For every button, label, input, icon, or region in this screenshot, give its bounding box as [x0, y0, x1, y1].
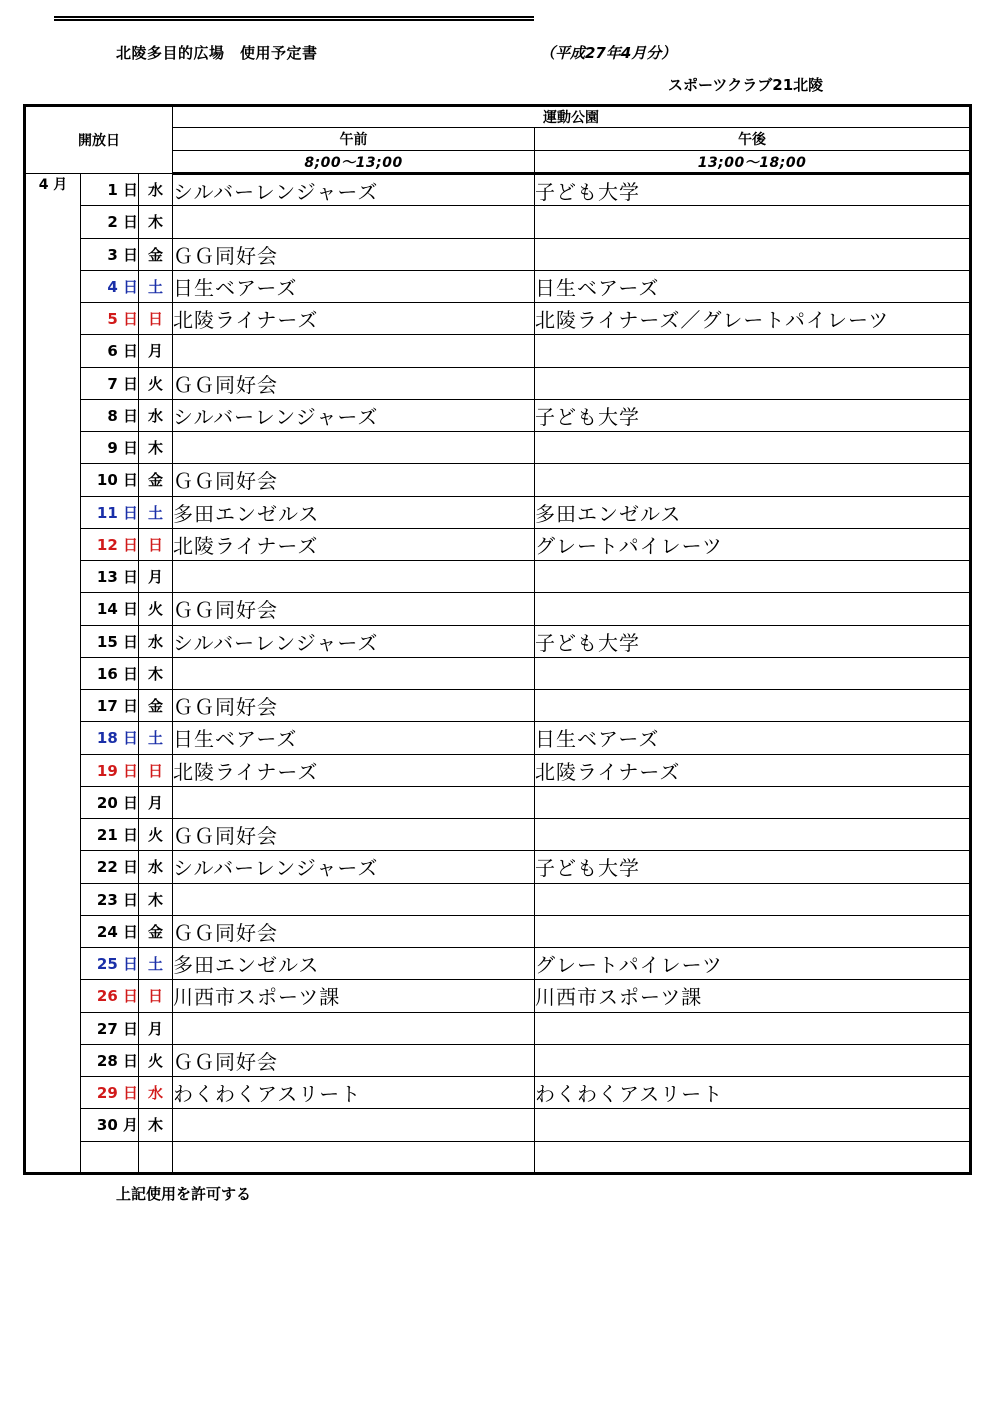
weekday-cell: 土: [139, 722, 173, 754]
table-row: [25, 1077, 971, 1109]
pm-booking-cell: [535, 238, 971, 270]
weekday-cell: [139, 1141, 173, 1173]
table-row: [25, 528, 971, 560]
table-row: [25, 238, 971, 270]
weekday-cell: 月: [139, 1012, 173, 1044]
weekday-cell: 木: [139, 1109, 173, 1141]
am-booking-cell: 日生ベアーズ: [173, 270, 535, 302]
day-cell: 13 日: [81, 561, 139, 593]
weekday-cell: 水: [139, 174, 173, 206]
pm-booking-cell: 北陵ライナーズ: [535, 754, 971, 786]
table-row: [25, 270, 971, 302]
day-cell: 12 日: [81, 528, 139, 560]
am-booking-cell: 日生ベアーズ: [173, 722, 535, 754]
day-cell: 7 日: [81, 367, 139, 399]
weekday-cell: 金: [139, 238, 173, 270]
table-row: [25, 303, 971, 335]
weekday-cell: 木: [139, 657, 173, 689]
table-row: [25, 1044, 971, 1076]
day-cell: 20 日: [81, 786, 139, 818]
am-booking-cell: シルバーレンジャーズ: [173, 851, 535, 883]
am-booking-cell: 北陵ライナーズ: [173, 754, 535, 786]
pm-booking-cell: [535, 786, 971, 818]
table-row: [25, 399, 971, 431]
am-booking-cell: シルバーレンジャーズ: [173, 399, 535, 431]
day-cell: 15 日: [81, 625, 139, 657]
am-booking-cell: 多田エンゼルス: [173, 496, 535, 528]
day-cell: 5 日: [81, 303, 139, 335]
am-booking-cell: [173, 1109, 535, 1141]
pm-booking-cell: 多田エンゼルス: [535, 496, 971, 528]
pm-booking-cell: 川西市スポーツ課: [535, 980, 971, 1012]
am-booking-cell: ＧＧ同好会: [173, 238, 535, 270]
day-cell: 17 日: [81, 690, 139, 722]
pm-booking-cell: [535, 1044, 971, 1076]
day-cell: 29 日: [81, 1077, 139, 1109]
table-row: [25, 786, 971, 818]
document-title: 北陵多目的広場 使用予定書: [116, 44, 318, 62]
weekday-cell: 木: [139, 206, 173, 238]
weekday-cell: 木: [139, 883, 173, 915]
day-cell: 3 日: [81, 238, 139, 270]
day-cell: 1 日: [81, 174, 139, 206]
pm-booking-cell: [535, 432, 971, 464]
weekday-cell: 火: [139, 1044, 173, 1076]
weekday-cell: 火: [139, 819, 173, 851]
day-cell: 25 日: [81, 948, 139, 980]
day-cell: 18 日: [81, 722, 139, 754]
am-booking-cell: 川西市スポーツ課: [173, 980, 535, 1012]
weekday-cell: 日: [139, 754, 173, 786]
approval-note: 上記使用を許可する: [116, 1185, 252, 1203]
month-cell: 4 月: [25, 174, 81, 1174]
weekday-cell: 土: [139, 948, 173, 980]
weekday-cell: 水: [139, 399, 173, 431]
weekday-cell: 火: [139, 593, 173, 625]
weekday-cell: 日: [139, 303, 173, 335]
pm-booking-cell: わくわくアスリート: [535, 1077, 971, 1109]
table-row: [25, 851, 971, 883]
pm-booking-cell: [535, 206, 971, 238]
table-row: [25, 206, 971, 238]
am-booking-cell: [173, 883, 535, 915]
pm-booking-cell: [535, 1141, 971, 1173]
day-cell: 14 日: [81, 593, 139, 625]
day-cell: 21 日: [81, 819, 139, 851]
day-cell: 28 日: [81, 1044, 139, 1076]
header-row-venue: [25, 106, 971, 128]
day-cell: 16 日: [81, 657, 139, 689]
pm-booking-cell: 子ども大学: [535, 399, 971, 431]
weekday-cell: 火: [139, 367, 173, 399]
am-booking-cell: [173, 335, 535, 367]
am-header: 午前: [173, 128, 535, 151]
pm-booking-cell: [535, 561, 971, 593]
am-booking-cell: ＧＧ同好会: [173, 915, 535, 947]
table-row: [25, 754, 971, 786]
am-booking-cell: [173, 206, 535, 238]
table-row: [25, 174, 971, 206]
weekday-cell: 月: [139, 335, 173, 367]
day-cell: 8 日: [81, 399, 139, 431]
period-label: （平成27年4月分）: [540, 44, 677, 62]
day-cell: 24 日: [81, 915, 139, 947]
pm-booking-cell: [535, 915, 971, 947]
am-booking-cell: [173, 432, 535, 464]
table-row: [25, 1109, 971, 1141]
pm-booking-cell: [535, 690, 971, 722]
table-row: [25, 496, 971, 528]
pm-booking-cell: [535, 464, 971, 496]
pm-booking-cell: [535, 819, 971, 851]
day-cell: 10 日: [81, 464, 139, 496]
pm-booking-cell: 日生ベアーズ: [535, 270, 971, 302]
table-row: [25, 819, 971, 851]
am-booking-cell: ＧＧ同好会: [173, 593, 535, 625]
am-booking-cell: ＧＧ同好会: [173, 464, 535, 496]
day-cell: 30 月: [81, 1109, 139, 1141]
pm-booking-cell: 子ども大学: [535, 625, 971, 657]
am-booking-cell: ＧＧ同好会: [173, 367, 535, 399]
table-row: [25, 657, 971, 689]
am-booking-cell: わくわくアスリート: [173, 1077, 535, 1109]
day-cell: 11 日: [81, 496, 139, 528]
am-booking-cell: ＧＧ同好会: [173, 1044, 535, 1076]
table-row: [25, 690, 971, 722]
pm-header: 午後: [535, 128, 971, 151]
pm-booking-cell: [535, 883, 971, 915]
am-booking-cell: シルバーレンジャーズ: [173, 625, 535, 657]
table-row: [25, 625, 971, 657]
day-cell: 22 日: [81, 851, 139, 883]
weekday-cell: 月: [139, 561, 173, 593]
weekday-cell: 金: [139, 690, 173, 722]
organization-name: スポーツクラブ21北陵: [668, 76, 824, 94]
am-booking-cell: ＧＧ同好会: [173, 690, 535, 722]
am-booking-cell: [173, 561, 535, 593]
venue-header: 運動公園: [173, 106, 971, 128]
day-cell: 9 日: [81, 432, 139, 464]
pm-booking-cell: [535, 1012, 971, 1044]
table-row: [25, 432, 971, 464]
top-rule: [54, 16, 534, 21]
table-row: [25, 561, 971, 593]
am-time-header: 8;00～13;00: [173, 151, 535, 174]
am-booking-cell: [173, 1012, 535, 1044]
day-cell: 6 日: [81, 335, 139, 367]
table-row: [25, 883, 971, 915]
am-booking-cell: [173, 657, 535, 689]
day-cell: 27 日: [81, 1012, 139, 1044]
pm-time-header: 13;00～18;00: [535, 151, 971, 174]
pm-booking-cell: [535, 593, 971, 625]
weekday-cell: 金: [139, 915, 173, 947]
pm-booking-cell: 日生ベアーズ: [535, 722, 971, 754]
day-cell: 19 日: [81, 754, 139, 786]
table-row: [25, 367, 971, 399]
table-row: [25, 1141, 971, 1173]
weekday-cell: 金: [139, 464, 173, 496]
weekday-cell: 月: [139, 786, 173, 818]
weekday-cell: 木: [139, 432, 173, 464]
day-cell: 23 日: [81, 883, 139, 915]
am-booking-cell: シルバーレンジャーズ: [173, 174, 535, 206]
weekday-cell: 水: [139, 625, 173, 657]
am-booking-cell: 多田エンゼルス: [173, 948, 535, 980]
weekday-cell: 土: [139, 496, 173, 528]
day-cell: 2 日: [81, 206, 139, 238]
weekday-cell: 土: [139, 270, 173, 302]
table-row: [25, 948, 971, 980]
pm-booking-cell: [535, 1109, 971, 1141]
weekday-cell: 日: [139, 980, 173, 1012]
weekday-cell: 水: [139, 851, 173, 883]
am-booking-cell: [173, 786, 535, 818]
open-day-header: 開放日: [25, 106, 173, 174]
table-row: [25, 915, 971, 947]
weekday-cell: 日: [139, 528, 173, 560]
pm-booking-cell: 子ども大学: [535, 851, 971, 883]
weekday-cell: 水: [139, 1077, 173, 1109]
am-booking-cell: ＧＧ同好会: [173, 819, 535, 851]
table-row: [25, 335, 971, 367]
table-row: [25, 722, 971, 754]
am-booking-cell: 北陵ライナーズ: [173, 303, 535, 335]
pm-booking-cell: グレートパイレーツ: [535, 948, 971, 980]
pm-booking-cell: 北陵ライナーズ／グレートパイレーツ: [535, 303, 971, 335]
pm-booking-cell: グレートパイレーツ: [535, 528, 971, 560]
day-cell: [81, 1141, 139, 1173]
table-row: [25, 1012, 971, 1044]
schedule-body: [25, 106, 971, 1174]
table-row: [25, 593, 971, 625]
day-cell: 26 日: [81, 980, 139, 1012]
pm-booking-cell: [535, 657, 971, 689]
pm-booking-cell: [535, 367, 971, 399]
day-cell: 4 日: [81, 270, 139, 302]
pm-booking-cell: [535, 335, 971, 367]
pm-booking-cell: 子ども大学: [535, 174, 971, 206]
table-row: [25, 980, 971, 1012]
am-booking-cell: [173, 1141, 535, 1173]
schedule-table: [23, 104, 972, 1175]
table-row: [25, 464, 971, 496]
am-booking-cell: 北陵ライナーズ: [173, 528, 535, 560]
